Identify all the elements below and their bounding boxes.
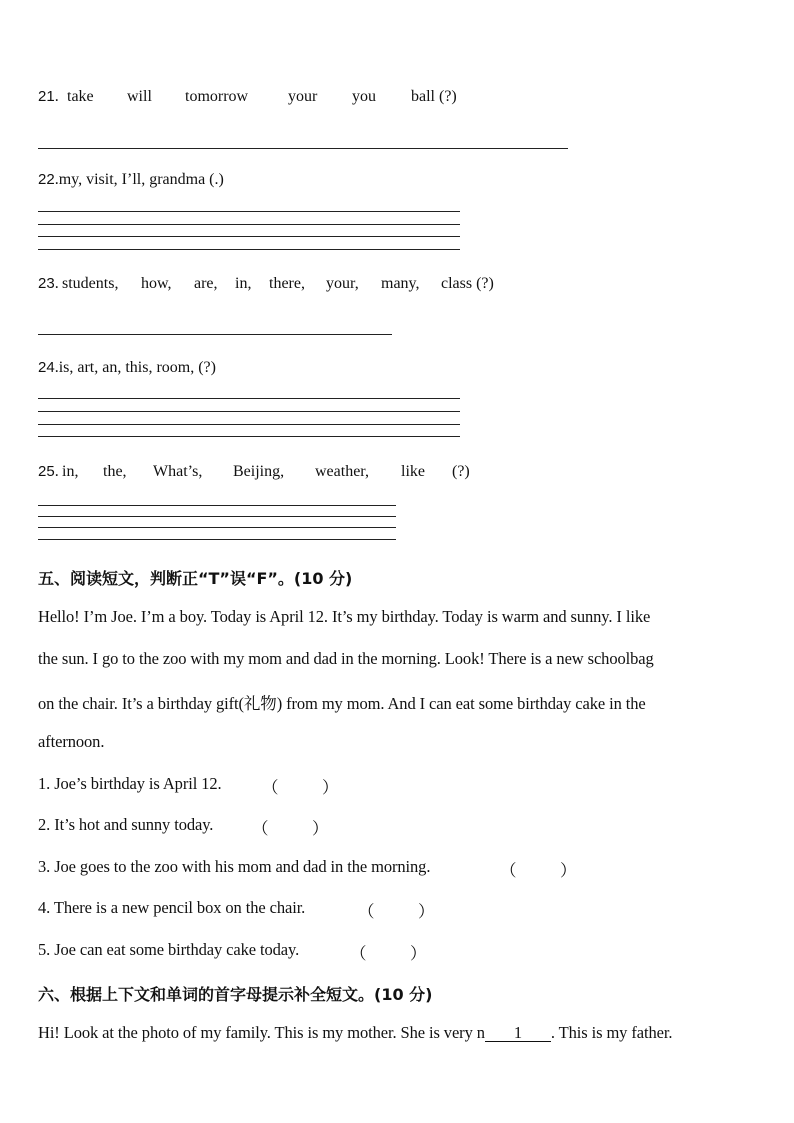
answer-line[interactable] <box>38 236 460 237</box>
cloze-text-before: Hi! Look at the photo of my family. This is my mother. She is very n <box>38 1023 485 1042</box>
answer-line[interactable] <box>38 224 460 225</box>
answer-line[interactable] <box>38 411 460 412</box>
question-words: my, visit, I’ll, grandma (.) <box>58 171 224 188</box>
word-tile: Beijing, <box>233 463 285 480</box>
question-number: 22 <box>38 171 55 188</box>
word-tile: weather, <box>315 463 369 480</box>
passage-line: afternoon. <box>38 732 105 751</box>
word-tile: class (?) <box>441 275 494 292</box>
tf-question-3 <box>38 857 430 877</box>
question-number: 23 <box>38 275 55 292</box>
word-tile: tomorrow <box>185 88 249 105</box>
answer-line[interactable] <box>38 249 460 250</box>
tf-question-2 <box>38 815 213 835</box>
question-24: 24.is, art, an, this, room, (?) <box>38 359 216 376</box>
tf-question-text: 2. It’s hot and sunny today. <box>38 815 214 834</box>
answer-line[interactable] <box>38 527 396 528</box>
answer-line[interactable] <box>38 539 396 540</box>
word-tile: you <box>352 88 376 105</box>
word-tile: in, <box>235 275 252 292</box>
word-tile: ball (?) <box>411 88 457 105</box>
word-tile: students, <box>62 275 119 292</box>
tf-question-text: 5. Joe can eat some birthday cake today. <box>38 940 300 959</box>
blank-number: 1 <box>513 1023 522 1042</box>
answer-line[interactable] <box>38 398 460 399</box>
question-23: 23. <box>38 275 59 292</box>
answer-line[interactable] <box>38 424 460 425</box>
word-tile: like <box>401 463 425 480</box>
passage-line: on the chair. It’s a birthday gift(礼物) from my mom. And I can eat some birthday cake in the <box>38 694 646 713</box>
word-tile: (?) <box>452 463 470 480</box>
answer-line[interactable] <box>38 436 460 437</box>
answer-line[interactable] <box>38 505 396 506</box>
answer-line[interactable] <box>38 516 396 517</box>
answer-line[interactable] <box>38 148 568 149</box>
answer-paren-open[interactable]: （ <box>358 902 375 921</box>
answer-paren-close[interactable]: ） <box>418 902 435 921</box>
word-tile: the, <box>103 463 127 480</box>
word-tile: there, <box>269 275 305 292</box>
tf-question-5 <box>38 940 299 960</box>
cloze-blank[interactable] <box>485 1025 551 1042</box>
word-tile: in, <box>62 463 79 480</box>
word-tile: What’s, <box>153 463 203 480</box>
passage-line: Hello! I’m Joe. I’m a boy. Today is April 12. It’s my birthday. Today is warm and sunny. I like <box>38 607 651 626</box>
answer-paren-close[interactable]: ） <box>312 819 329 838</box>
answer-paren-open[interactable]: （ <box>500 861 517 880</box>
answer-paren-close[interactable]: ） <box>322 778 339 797</box>
answer-line[interactable] <box>38 211 460 212</box>
passage-line: the sun. I go to the zoo with my mom and dad in the morning. Look! There is a new schoolbag <box>38 649 654 668</box>
answer-paren-open[interactable]: （ <box>252 819 269 838</box>
word-tile: your <box>288 88 318 105</box>
word-tile: how, <box>141 275 172 292</box>
word-tile: are, <box>194 275 218 292</box>
question-number: 25 <box>38 463 55 480</box>
tf-question-1 <box>38 774 222 794</box>
answer-paren-open[interactable]: （ <box>262 778 279 797</box>
cloze-text-after: . This is my father. <box>550 1023 673 1042</box>
answer-paren-open[interactable]: （ <box>350 944 367 963</box>
answer-paren-close[interactable]: ） <box>560 861 577 880</box>
question-number: 21 <box>38 88 55 105</box>
cloze-line <box>38 1023 672 1043</box>
word-tile: will <box>127 88 152 105</box>
section-5-heading: 五、阅读短文，判断正“T”误“F”。(10 分) <box>38 569 353 588</box>
section-6-heading: 六、根据上下文和单词的首字母提示补全短文。(10 分) <box>38 985 433 1004</box>
word-tile: your, <box>326 275 359 292</box>
question-25: 25. <box>38 463 59 480</box>
question-words: is, art, an, this, room, (?) <box>58 359 216 376</box>
tf-question-text: 1. Joe’s birthday is April 12. <box>38 774 222 793</box>
answer-line[interactable] <box>38 334 392 335</box>
tf-question-text: 3. Joe goes to the zoo with his mom and dad in the morning. <box>38 857 431 876</box>
question-21: 21. <box>38 88 59 105</box>
question-number: 24 <box>38 359 55 376</box>
answer-paren-close[interactable]: ） <box>410 944 427 963</box>
tf-question-4 <box>38 898 305 918</box>
word-tile: many, <box>381 275 420 292</box>
tf-question-text: 4. There is a new pencil box on the chair. <box>38 898 306 917</box>
question-22: 22.my, visit, I’ll, grandma (.) <box>38 171 224 188</box>
word-tile: take <box>67 88 94 105</box>
